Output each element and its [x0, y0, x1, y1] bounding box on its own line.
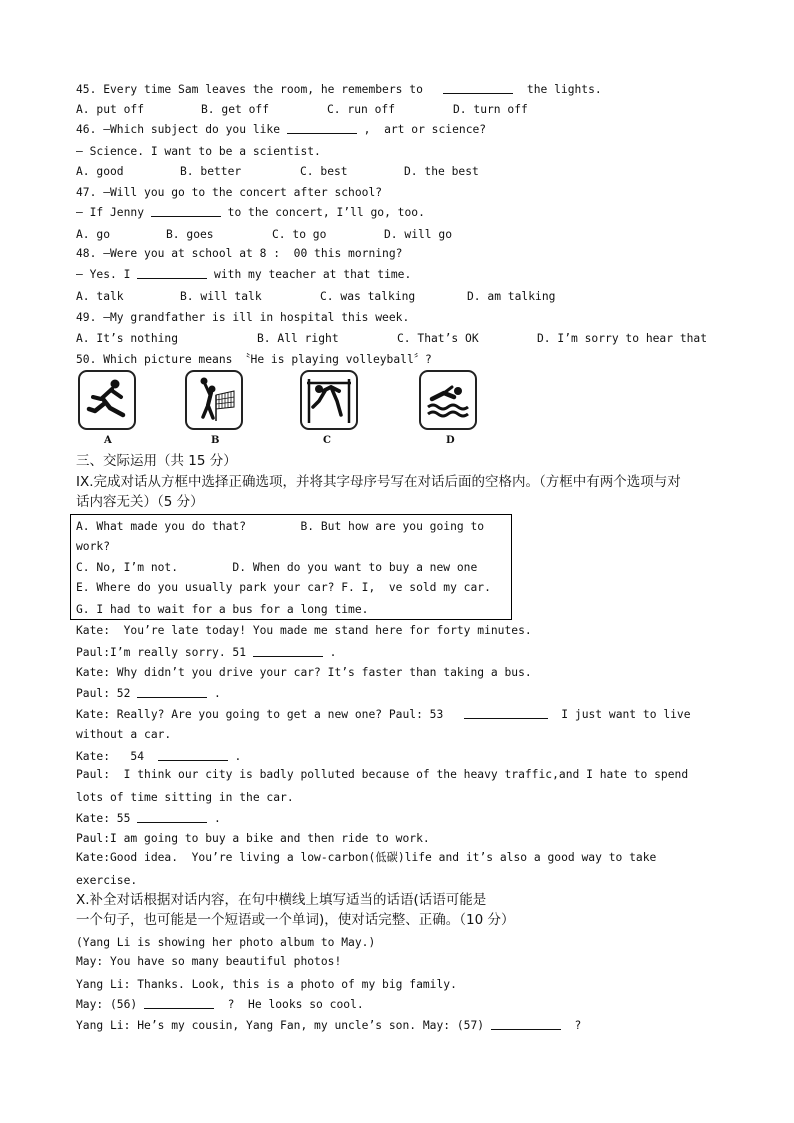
- q48-option-a[interactable]: A. talk: [76, 290, 124, 303]
- running-icon: [83, 375, 131, 425]
- q49-option-c[interactable]: C. That’s OK: [397, 332, 479, 345]
- q45-answer-blank[interactable]: [443, 82, 513, 94]
- picture-c[interactable]: [300, 370, 358, 430]
- dialogue-text: Paul:I’m really sorry. 51: [76, 646, 247, 659]
- q48-option-d[interactable]: D. am talking: [467, 290, 556, 303]
- answer-blank-51[interactable]: [253, 645, 323, 657]
- dialogue-text: .: [329, 646, 337, 659]
- q46-option-c[interactable]: C. best: [300, 165, 348, 178]
- dialogue-text: .: [234, 750, 242, 763]
- dialogue-text: Kate: 55: [76, 812, 131, 825]
- q47-reply-start: — If Jenny: [76, 206, 145, 219]
- picture-d[interactable]: [419, 370, 477, 430]
- dialogue-line-54: [76, 749, 241, 764]
- q46-option-d[interactable]: D. the best: [404, 165, 479, 178]
- section-x-line: Yang Li: Thanks. Look, this is a photo of my big family.: [76, 978, 457, 991]
- answer-blank-53[interactable]: [464, 707, 548, 719]
- dialogue-line: exercise.: [76, 874, 138, 887]
- q46-answer-blank[interactable]: [287, 122, 357, 134]
- q49-option-b[interactable]: B. All right: [257, 332, 339, 345]
- high-jump-icon: [305, 375, 353, 425]
- q48-reply: [76, 267, 411, 282]
- q45-stem-end: the lights.: [526, 83, 602, 96]
- section-ix-instruction-line2: 话内容无关）（5 分）: [76, 494, 204, 510]
- answer-blank-56[interactable]: [144, 997, 214, 1009]
- q47-stem: 47. —Will you go to the concert after school?: [76, 186, 383, 199]
- volleyball-icon: [190, 375, 238, 425]
- section-x-context: (Yang Li is showing her photo album to May.): [76, 936, 376, 949]
- options-box-line5: G. I had to wait for a bus for a long time.: [76, 603, 369, 616]
- section-x-line: May: You have so many beautiful photos!: [76, 955, 342, 968]
- section-x-instruction-line1: X.补全对话根据对话内容，在句中横线上填写适当的话语(话语可能是: [76, 892, 487, 908]
- options-box-line3: C. No, I’m not. D. When do you want to buy a new one: [76, 561, 478, 574]
- picture-b-label: B: [211, 435, 220, 446]
- dialogue-line: Paul:I am going to buy a bike and then ride to work.: [76, 832, 430, 845]
- dialogue-text: ?: [574, 1019, 582, 1032]
- options-box-line1: A. What made you do that? B. But how are you going to: [76, 520, 485, 533]
- dialogue-line: Kate: Why didn’t you drive your car? It’s faster than taking a bus.: [76, 666, 532, 679]
- q48-reply-start: — Yes. I: [76, 268, 131, 281]
- dialogue-text: I just want to live: [561, 708, 691, 721]
- dialogue-text: .: [214, 812, 221, 825]
- dialogue-line: Paul: I think our city is badly polluted because of the heavy traffic,and I hate to spend: [76, 768, 689, 781]
- options-box-line2: work?: [76, 540, 111, 553]
- q47-reply-end: to the concert, I’ll go, too.: [227, 206, 425, 219]
- q45-stem: [76, 82, 602, 97]
- options-box-line4: E. Where do you usually park your car? F. I, ve sold my car.: [76, 581, 491, 594]
- dialogue-text: Kate: Really? Are you going to get a new one? Paul: 53: [76, 708, 444, 721]
- dialogue-line-51: [76, 645, 336, 660]
- q48-answer-blank[interactable]: [137, 267, 207, 279]
- picture-a[interactable]: [78, 370, 136, 430]
- dialogue-text: Kate: 54: [76, 750, 145, 763]
- answer-blank-55[interactable]: [137, 811, 207, 823]
- dialogue-line-53: [76, 707, 691, 722]
- q46-reply: — Science. I want to be a scientist.: [76, 145, 321, 158]
- q45-option-b[interactable]: B. get off: [201, 103, 270, 116]
- q48-stem: 48. —Were you at school at 8 : 00 this morning?: [76, 247, 403, 260]
- q46-stem-start: 46. —Which subject do you like: [76, 123, 281, 136]
- dialogue-line: Kate:Good idea. You’re living a low-carbon(低碳)life and it’s also a good way to take: [76, 851, 657, 864]
- q47-option-b[interactable]: B. goes: [166, 228, 214, 241]
- q45-option-c[interactable]: C. run off: [327, 103, 396, 116]
- q48-option-b[interactable]: B. will talk: [180, 290, 262, 303]
- q47-reply: [76, 205, 425, 220]
- dialogue-text: Paul: 52: [76, 687, 131, 700]
- q45-stem-start: 45. Every time Sam leaves the room, he remembers to: [76, 83, 423, 96]
- q49-option-d[interactable]: D. I’m sorry to hear that: [537, 332, 708, 345]
- section-ix-instruction-line1: IX.完成对话从方框中选择正确选项，并将其字母序号写在对话后面的空格内。（方框中有两个选项与对: [76, 474, 681, 490]
- q45-option-d[interactable]: D. turn off: [453, 103, 528, 116]
- answer-blank-57[interactable]: [491, 1018, 561, 1030]
- picture-d-label: D: [446, 435, 455, 446]
- q47-option-a[interactable]: A. go: [76, 228, 111, 241]
- q47-answer-blank[interactable]: [151, 205, 221, 217]
- q49-stem: 49. —My grandfather is ill in hospital this week.: [76, 311, 410, 324]
- dialogue-line: Kate: You’re late today! You made me stand here for forty minutes.: [76, 624, 532, 637]
- dialogue-text: Yang Li: He’s my cousin, Yang Fan, my uncle’s son. May: (57): [76, 1019, 485, 1032]
- q47-option-d[interactable]: D. will go: [384, 228, 453, 241]
- section-x-line-57: [76, 1018, 581, 1033]
- dialogue-line-55: [76, 811, 221, 826]
- q45-option-a[interactable]: A. put off: [76, 103, 145, 116]
- q46-stem-end: , art or science?: [363, 123, 487, 136]
- dialogue-line-52: [76, 686, 221, 701]
- answer-blank-52[interactable]: [137, 686, 207, 698]
- dialogue-text: ? He looks so cool.: [227, 998, 364, 1011]
- q46-option-a[interactable]: A. good: [76, 165, 124, 178]
- picture-c-label: C: [323, 435, 331, 446]
- q48-option-c[interactable]: C. was talking: [320, 290, 416, 303]
- section-x-line-56: [76, 997, 364, 1012]
- dialogue-text: May: (56): [76, 998, 138, 1011]
- swimming-icon: [424, 375, 472, 425]
- dialogue-line: lots of time sitting in the car.: [76, 791, 294, 804]
- dialogue-text: .: [214, 687, 221, 700]
- picture-b[interactable]: [185, 370, 243, 430]
- q46-option-b[interactable]: B. better: [180, 165, 242, 178]
- answer-blank-54[interactable]: [158, 749, 228, 761]
- section-x-instruction-line2: 一个句子，也可能是一个短语或一个单词)，使对话完整、正确。（10 分）: [76, 912, 515, 928]
- q46-stem: [76, 122, 486, 137]
- section3-title: 三、交际运用（共 15 分）: [76, 453, 237, 469]
- picture-a-label: A: [104, 435, 112, 446]
- q48-reply-end: with my teacher at that time.: [214, 268, 412, 281]
- q50-stem: 50. Which picture means 〝He is playing volleyball〞?: [76, 353, 432, 366]
- q49-option-a[interactable]: A. It’s nothing: [76, 332, 179, 345]
- dialogue-line: without a car.: [76, 728, 172, 741]
- q47-option-c[interactable]: C. to go: [272, 228, 327, 241]
